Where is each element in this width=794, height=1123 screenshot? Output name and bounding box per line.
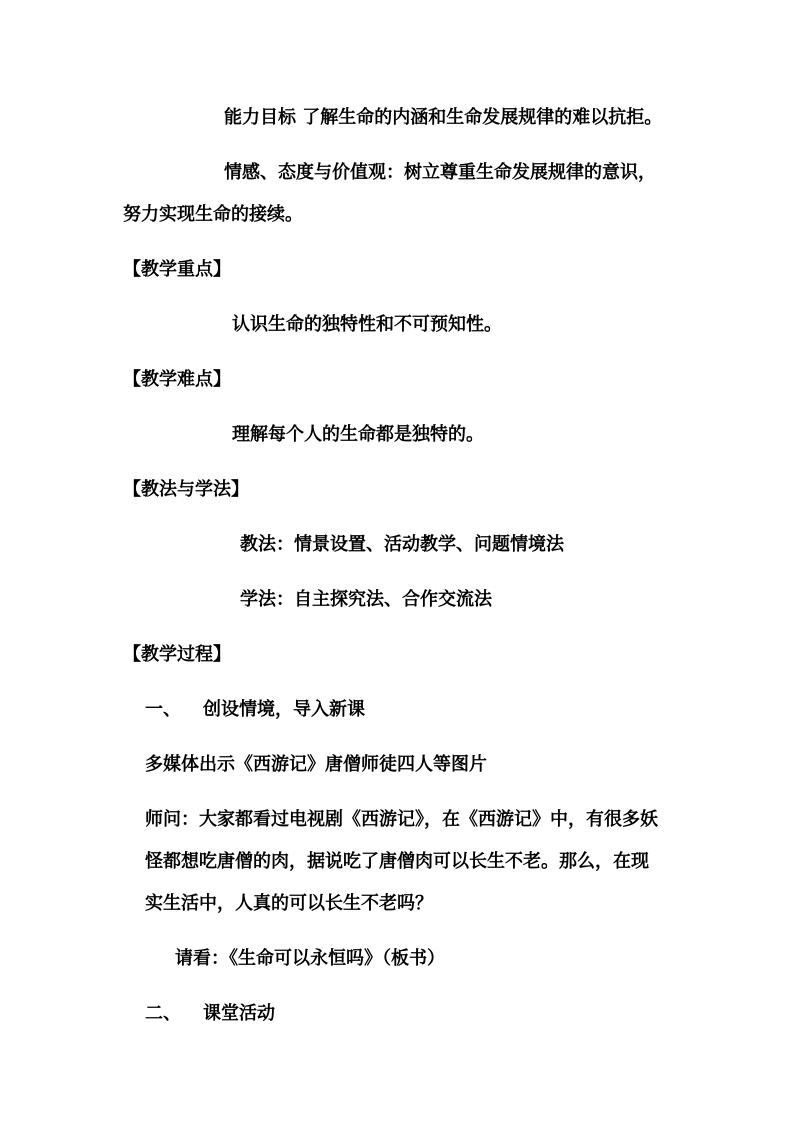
question-line-1: 师问：大家都看过电视剧《西游记》，在《西游记》中，有很多妖 xyxy=(145,809,658,830)
difficult-point-heading: 【教学难点】 xyxy=(123,369,231,390)
step-1-title: 创设情境，导入新课 xyxy=(203,699,365,720)
step-2-title: 课堂活动 xyxy=(203,1003,275,1024)
step-1-number: 一、 xyxy=(145,699,181,720)
please-see: 请看：《生命可以永恒吗》（板书） xyxy=(175,948,445,969)
key-point-heading: 【教学重点】 xyxy=(123,259,231,280)
key-point-text: 认识生命的独特性和不可预知性。 xyxy=(232,314,502,335)
question-line-2: 怪都想吃唐僧的肉，据说吃了唐僧肉可以长生不老。那么，在现 xyxy=(145,851,649,872)
multimedia-text: 多媒体出示《西游记》唐僧师徒四人等图片 xyxy=(145,754,487,775)
emotion-goal-line-1: 情感、态度与价值观：树立尊重生命发展规律的意识， xyxy=(224,162,656,183)
ability-goal: 能力目标 了解生命的内涵和生命发展规律的难以抗拒。 xyxy=(224,107,663,128)
step-2-number: 二、 xyxy=(145,1003,181,1024)
method-heading: 【教法与学法】 xyxy=(123,479,249,500)
learning-method: 学法：自主探究法、合作交流法 xyxy=(240,589,492,610)
process-heading: 【教学过程】 xyxy=(123,644,231,665)
difficult-point-text: 理解每个人的生命都是独特的。 xyxy=(232,424,484,445)
step-2 xyxy=(145,1002,275,1026)
teaching-method: 教法：情景设置、活动教学、问题情境法 xyxy=(240,534,564,555)
emotion-goal-line-2: 努力实现生命的接续。 xyxy=(123,204,303,225)
step-1 xyxy=(145,698,365,722)
question-line-3: 实生活中，人真的可以长生不老吗？ xyxy=(145,893,433,914)
